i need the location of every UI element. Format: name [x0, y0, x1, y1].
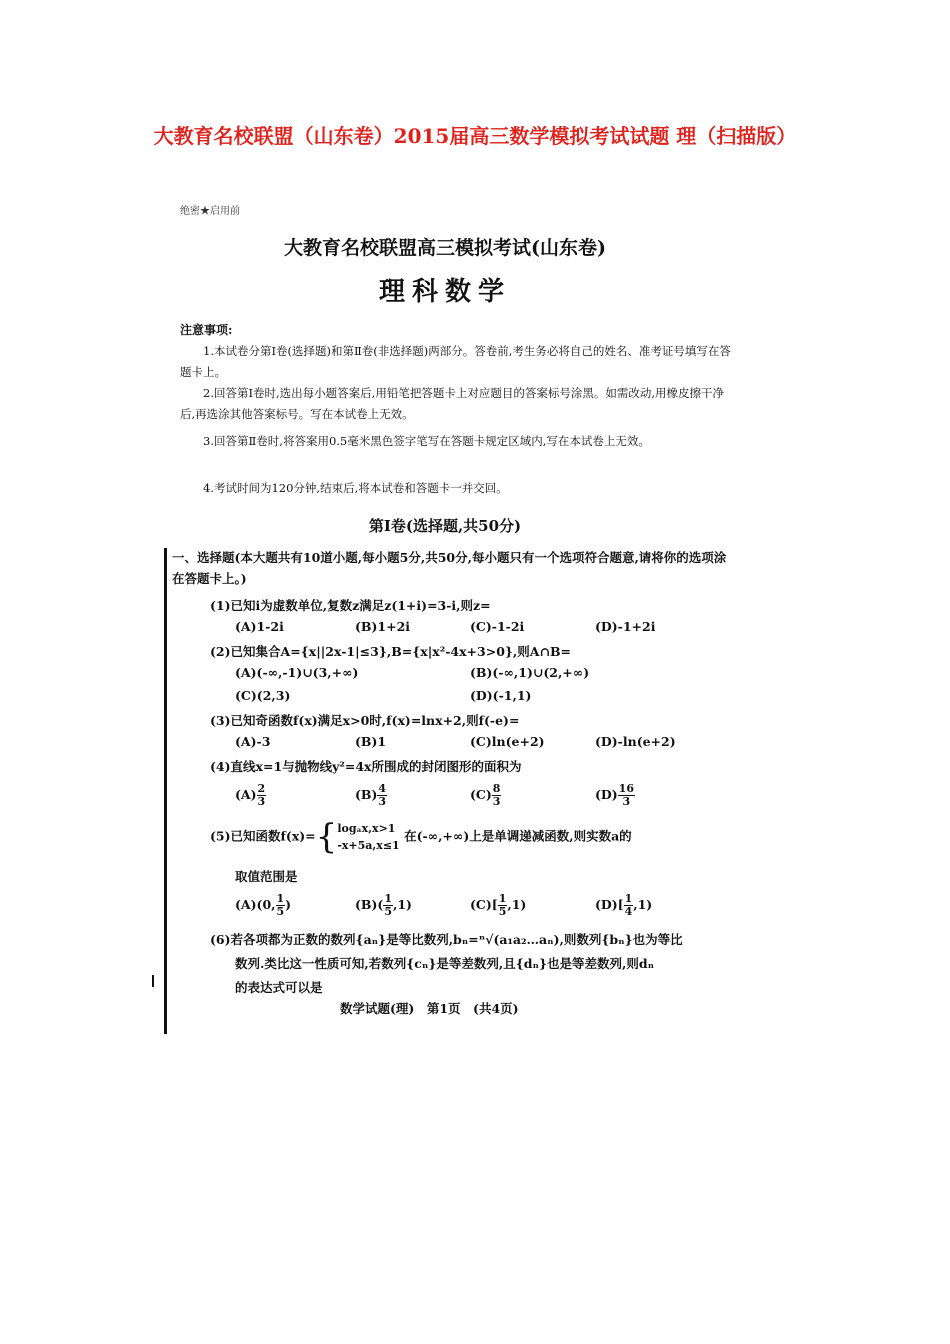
note-item: 1.本试卷分第Ⅰ卷(选择题)和第Ⅱ卷(非选择题)两部分。答卷前,考生务必将自己的姓名、准考证号填写在答题卡上。 [180, 344, 731, 379]
q5-option-d [595, 893, 652, 918]
q2-option-d: (D)(-1,1) [470, 688, 532, 703]
q5-option-c [470, 893, 526, 918]
q2-option-b: (B)(-∞,1)∪(2,+∞) [470, 665, 590, 680]
q1-option-a: (A)1-2i [235, 619, 284, 634]
q4-option-label: (C) [470, 787, 492, 802]
q5-option-tail: ,1) [392, 897, 412, 912]
numerator: 8 [492, 782, 501, 795]
q5-option-a [235, 893, 291, 918]
q5-option-tail: ,1) [507, 897, 527, 912]
fraction [383, 893, 393, 918]
q4-option-label: (B) [355, 787, 378, 802]
q4-option-d [595, 783, 635, 808]
question-3-stem: (3)已知奇函数f(x)满足x>0时,f(x)=lnx+2,则f(-e)= [210, 713, 520, 728]
q5-option-label: (D)[ [595, 897, 624, 912]
section-heading: 第Ⅰ卷(选择题,共50分) [368, 517, 522, 535]
question-1-stem: (1)已知i为虚数单位,复数z满足z(1+i)=3-i,则z= [210, 598, 491, 613]
denominator: 3 [622, 795, 631, 808]
fraction [624, 893, 634, 918]
denominator: 3 [257, 795, 266, 808]
q5-option-label: (C)[ [470, 897, 498, 912]
section-instruction: 一、选择题(本大题共有10道小题,每小题5分,共50分,每小题只有一个选项符合题意,请将你的选项涂在答题卡上。) [172, 550, 727, 586]
denominator: 3 [378, 795, 387, 808]
denominator: 5 [498, 905, 507, 918]
q4-option-c [470, 783, 501, 808]
q2-option-c: (C)(2,3) [235, 688, 291, 703]
subject-title: 理科数学 [378, 277, 511, 307]
q1-option-d: (D)-1+2i [595, 619, 656, 634]
q5-option-tail: ) [285, 897, 292, 912]
fraction [498, 893, 508, 918]
question-6-line1: (6)若各项都为正数的数列{aₙ}是等比数列,bₙ=ⁿ√(a₁a₂…aₙ),则数列{bₙ}也为等比 [210, 932, 683, 947]
fraction [618, 783, 635, 808]
fraction [377, 783, 387, 808]
denominator: 3 [492, 795, 501, 808]
question-6-line2: 数列.类比这一性质可知,若数列{cₙ}是等差数列,且{dₙ}也是等差数列,则dₙ [235, 956, 655, 971]
question-6-line3: 的表达式可以是 [235, 980, 323, 995]
piece-case-1: logₐx,x>1 [337, 822, 396, 835]
scanned-exam-page [150, 195, 740, 1035]
q1-option-b: (B)1+2i [355, 619, 411, 634]
question-2-stem: (2)已知集合A={x||2x-1|≤3},B={x|x²-4x+3>0},则A∩B= [210, 644, 571, 659]
fraction [257, 783, 267, 808]
question-5-line2: 取值范围是 [235, 869, 298, 884]
page-footer: 数学试题(理) 第1页 (共4页) [340, 1001, 519, 1016]
q4-option-label: (A) [235, 787, 257, 802]
brace-symbol: { [315, 817, 338, 857]
numerator: 1 [384, 892, 392, 905]
numerator: 1 [624, 892, 633, 905]
numerator: 16 [618, 782, 634, 795]
q2-option-a: (A)(-∞,-1)∪(3,+∞) [235, 665, 359, 680]
question-5-stem [210, 817, 632, 857]
q4-option-b [355, 783, 387, 808]
note-item: 2.回答第Ⅰ卷时,选出每小题答案后,用铅笔把答题卡上对应题目的答案标号涂黑。如需改动,用橡皮擦干净后,再选涂其他答案标号。写在本试卷上无效。 [180, 386, 724, 421]
q5-suffix: 在(-∞,+∞)上是单调递减函数,则实数a的 [404, 828, 632, 844]
piecewise-cases [337, 820, 399, 854]
fraction [276, 893, 286, 918]
numerator: 1 [498, 892, 507, 905]
note-item: 4.考试时间为120分钟,结束后,将本试卷和答题卡一并交回。 [203, 481, 508, 495]
question-4-stem: (4)直线x=1与抛物线y²=4x所围成的封闭图形的面积为 [210, 759, 522, 774]
numerator: 2 [257, 782, 266, 795]
fraction [492, 783, 502, 808]
q1-option-c: (C)-1-2i [470, 619, 525, 634]
piece-case-2: -x+5a,x≤1 [337, 839, 400, 852]
q5-option-tail: ,1) [633, 897, 653, 912]
q5-prefix: (5)已知函数f(x)= [210, 828, 316, 844]
denominator: 5 [276, 905, 285, 918]
q4-option-label: (D) [595, 787, 618, 802]
q4-option-a [235, 783, 266, 808]
note-item: 3.回答第Ⅱ卷时,将答案用0.5毫米黑色签字笔写在答题卡规定区域内,写在本试卷上无效。 [203, 434, 650, 448]
denominator: 5 [384, 905, 392, 918]
notes-heading: 注意事项: [180, 323, 233, 337]
q5-option-label: (A)(0, [235, 897, 276, 912]
secret-label: 绝密★启用前 [180, 206, 240, 217]
numerator: 4 [378, 782, 387, 795]
q5-option-b [355, 893, 412, 918]
exam-title: 大教育名校联盟高三模拟考试(山东卷) [284, 237, 606, 259]
q5-option-label: (B)( [355, 897, 384, 912]
q3-option-c: (C)ln(e+2) [470, 734, 545, 749]
q3-option-a: (A)-3 [235, 734, 271, 749]
document-title: 大教育名校联盟（山东卷）2015届高三数学模拟考试试题 理（扫描版） [153, 124, 797, 148]
q3-option-b: (B)1 [355, 734, 387, 749]
numerator: 1 [276, 892, 285, 905]
q3-option-d: (D)-ln(e+2) [595, 734, 676, 749]
denominator: 4 [624, 905, 633, 918]
